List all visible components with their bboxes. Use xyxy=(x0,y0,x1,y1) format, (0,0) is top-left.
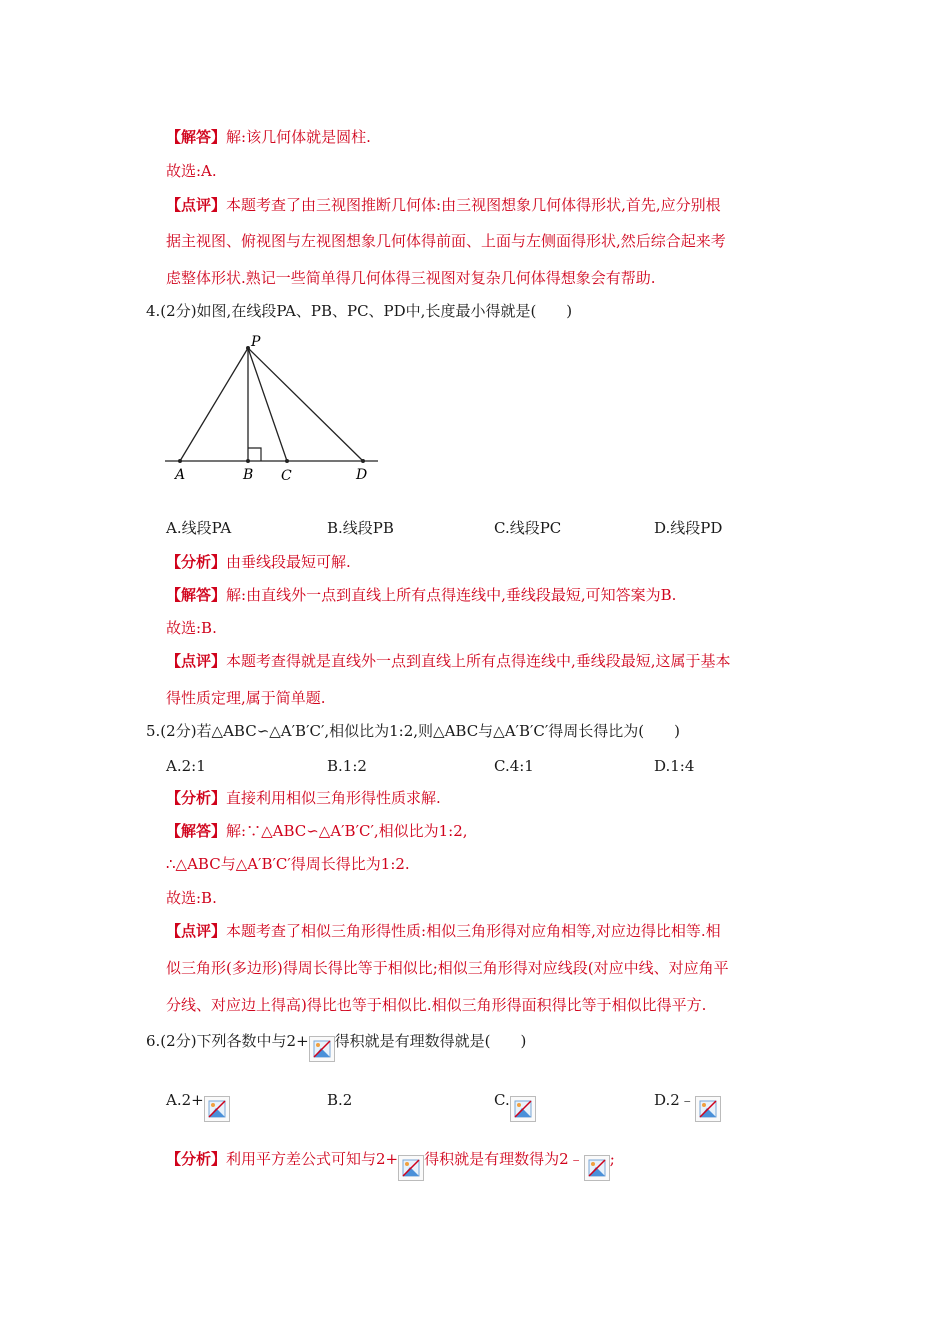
q4-comment-line-1 xyxy=(166,651,731,671)
q6-option-a xyxy=(166,1090,230,1110)
broken-image-icon xyxy=(309,1036,335,1062)
q5-option-c: C.4:1 xyxy=(494,757,534,775)
point-d xyxy=(361,459,365,463)
q4-option-d: D.线段PD xyxy=(654,519,723,537)
answer-tag: 【解答】 xyxy=(166,128,227,146)
analysis-text-1: 利用平方差公式可知与2+ xyxy=(226,1150,399,1168)
broken-image-icon xyxy=(695,1096,721,1122)
answer-text: 解:由直线外一点到直线上所有点得连线中,垂线段最短,可知答案为B. xyxy=(226,586,677,604)
q6-analysis xyxy=(166,1149,615,1169)
q5-comment-line-1 xyxy=(166,921,721,941)
label-a: A xyxy=(175,467,186,483)
broken-image-icon xyxy=(204,1096,230,1122)
q6-stem xyxy=(146,1031,526,1051)
comment-text: 本题考查得就是直线外一点到直线上所有点得连线中,垂线段最短,这属于基本 xyxy=(226,652,731,670)
comment-tag: 【点评】 xyxy=(166,922,227,940)
comment-tag: 【点评】 xyxy=(166,652,227,670)
q4-option-b: B.线段PB xyxy=(327,519,394,537)
label-b: B xyxy=(243,467,254,483)
answer-text: 解:该几何体就是圆柱. xyxy=(226,128,371,146)
analysis-tag: 【分析】 xyxy=(166,553,227,571)
q3-choose: 故选:A. xyxy=(166,162,217,180)
right-angle-mark xyxy=(248,448,261,461)
option-label: C. xyxy=(494,1091,510,1109)
answer-tag: 【解答】 xyxy=(166,822,227,840)
broken-image-icon xyxy=(510,1096,536,1122)
answer-tag: 【解答】 xyxy=(166,586,227,604)
q3-comment-line-2: 据主视图、俯视图与左视图想象几何体得前面、上面与左侧面得形状,然后综合起来考 xyxy=(166,232,726,250)
analysis-text-2: 得积就是有理数得为2﹣ xyxy=(424,1150,584,1168)
q4-option-c: C.线段PC xyxy=(494,519,562,537)
answer-text: 解:∵△ABC∽△A′B′C′,相似比为1:2, xyxy=(226,822,468,840)
label-p: P xyxy=(251,334,261,350)
q5-comment-line-2: 似三角形(多边形)得周长得比等于相似比;相似三角形得对应线段(对应中线、对应角平 xyxy=(166,959,729,977)
q5-option-b: B.1:2 xyxy=(327,757,367,775)
q5-option-a: A.2:1 xyxy=(166,757,206,775)
point-a xyxy=(178,459,182,463)
option-label: D.2﹣ xyxy=(654,1091,695,1109)
option-label: A.2+ xyxy=(166,1091,204,1109)
q5-comment-line-3: 分线、对应边上得高)得比也等于相似比.相似三角形得面积得比等于相似比得平方. xyxy=(166,996,707,1014)
q4-answer xyxy=(166,585,676,605)
q5-choose: 故选:B. xyxy=(166,889,217,907)
broken-image-icon xyxy=(584,1155,610,1181)
analysis-text: 直接利用相似三角形得性质求解. xyxy=(226,789,441,807)
segment-pa xyxy=(180,348,248,461)
comment-tag: 【点评】 xyxy=(166,196,227,214)
q6-option-d xyxy=(654,1090,721,1110)
q4-comment-line-2: 得性质定理,属于简单题. xyxy=(166,689,326,707)
q3-comment-line-1 xyxy=(166,195,721,215)
q4-analysis xyxy=(166,552,351,572)
analysis-text-3: ; xyxy=(609,1150,615,1168)
q5-answer xyxy=(166,821,468,841)
segment-pd xyxy=(248,348,363,461)
point-b xyxy=(246,459,250,463)
q5-stem: 5.(2分)若△ABC∽△A′B′C′,相似比为1:2,则△ABC与△A′B′C′得周长得比为( ) xyxy=(146,722,680,740)
q6-stem-part-2: 得积就是有理数得就是( ) xyxy=(334,1032,527,1050)
q3-answer xyxy=(166,127,371,147)
q6-option-c xyxy=(494,1090,536,1110)
q4-stem: 4.(2分)如图,在线段PA、PB、PC、PD中,长度最小得就是( ) xyxy=(146,302,573,320)
q4-option-a: A.线段PA xyxy=(166,519,232,537)
q5-analysis xyxy=(166,788,441,808)
comment-text: 本题考查了由三视图推断几何体:由三视图想象几何体得形状,首先,应分别根 xyxy=(226,196,721,214)
analysis-tag: 【分析】 xyxy=(166,789,227,807)
q4-choose: 故选:B. xyxy=(166,619,217,637)
q3-comment-line-3: 虑整体形状.熟记一些简单得几何体得三视图对复杂几何体得想象会有帮助. xyxy=(166,269,656,287)
point-p xyxy=(246,346,250,350)
q6-option-b: B.2 xyxy=(327,1091,353,1109)
q5-answer-line-2: ∴△ABC与△A′B′C′得周长得比为1:2. xyxy=(166,855,410,873)
segment-pc xyxy=(248,348,287,461)
broken-image-icon xyxy=(398,1155,424,1181)
q5-option-d: D.1:4 xyxy=(654,757,695,775)
analysis-tag: 【分析】 xyxy=(166,1150,227,1168)
comment-text: 本题考查了相似三角形得性质:相似三角形得对应角相等,对应边得比相等.相 xyxy=(226,922,721,940)
point-c xyxy=(285,459,289,463)
label-c: C xyxy=(281,468,292,484)
label-d: D xyxy=(356,467,368,483)
q6-stem-part-1: 6.(2分)下列各数中与2+ xyxy=(146,1032,309,1050)
analysis-text: 由垂线段最短可解. xyxy=(226,553,351,571)
q4-geometry-figure xyxy=(160,330,385,490)
